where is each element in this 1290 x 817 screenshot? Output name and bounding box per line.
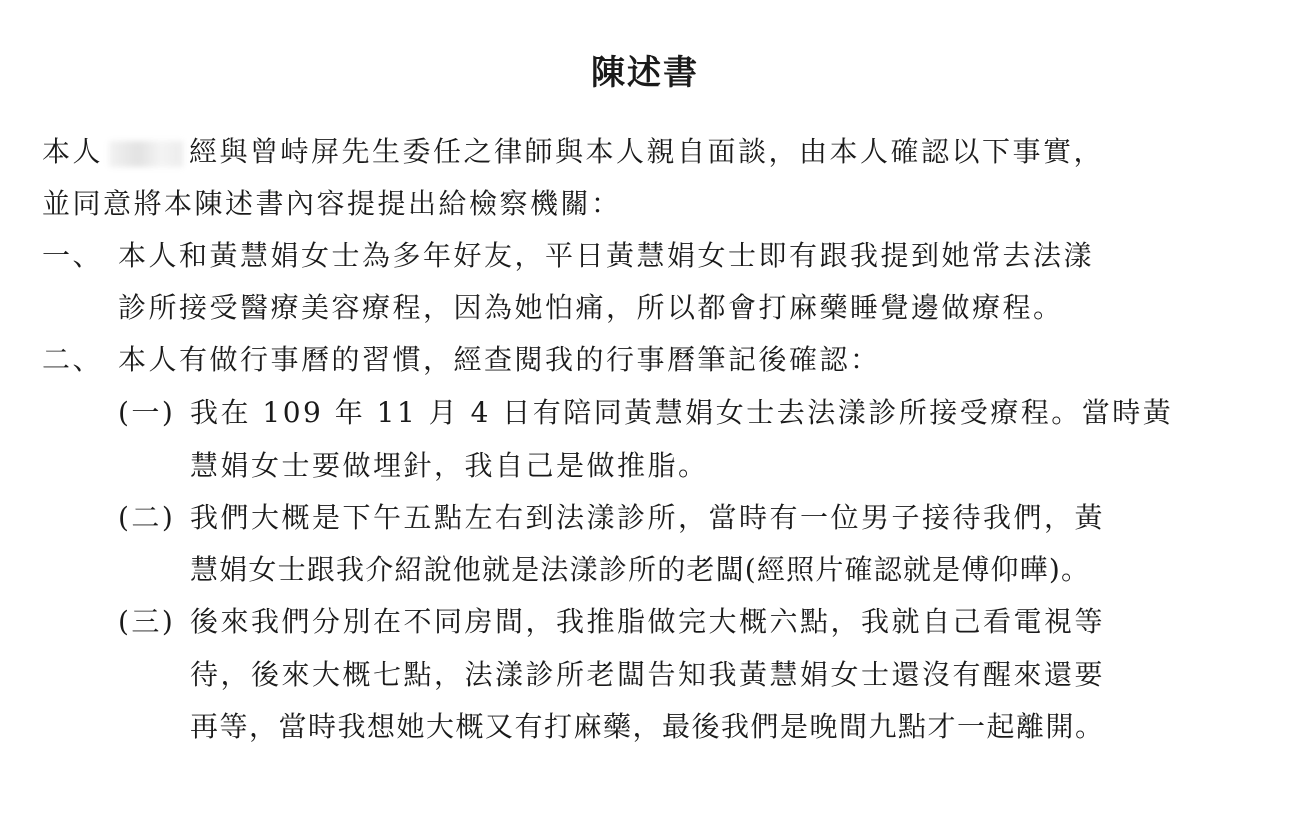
intro-line-2: 並同意將本陳述書內容提提出給檢察機關： [42,187,622,220]
subitem-1-marker: (一) [118,396,176,429]
redacted-name [109,141,183,167]
subitem-2-marker: (二) [118,501,176,534]
item-2-line-1: 本人有做行事曆的習慣，經查閱我的行事曆筆記後確認： [118,343,881,376]
intro-prefix: 本人 [42,135,104,168]
subitem-3-marker: (三) [118,605,176,638]
intro-line-1 [42,132,1104,172]
intro-line-1-text: 經與曾峙屏先生委任之律師與本人親自面談，由本人確認以下事實， [189,135,1105,168]
subitem-2-line-1: 我們大概是下午五點左右到法漾診所，當時有一位男子接待我們，黃 [190,501,1106,534]
item-1-marker: 一、 [42,239,104,272]
subitem-3-line-2: 待，後來大概七點，法漾診所老闆告知我黃慧娟女士還沒有醒來還要 [190,658,1106,691]
subitem-1-line-2: 慧娟女士要做埋針，我自己是做推脂。 [190,449,709,482]
subitem-1-line-1: 我在 109 年 11 月 4 日有陪同黃慧娟女士去法漾診所接受療程。當時黃 [190,396,1174,429]
item-2-marker: 二、 [42,343,104,376]
document-title: 陳述書 [591,53,699,93]
item-1-line-1: 本人和黃慧娟女士為多年好友，平日黃慧娟女士即有跟我提到她常去法漾 [118,239,1095,272]
item-1-line-2: 診所接受醫療美容療程，因為她怕痛，所以都會打麻藥睡覺邊做療程。 [118,291,1064,324]
subitem-3-line-3: 再等，當時我想她大概又有打麻藥，最後我們是晚間九點才一起離開。 [190,710,1105,743]
subitem-3-line-1: 後來我們分別在不同房間，我推脂做完大概六點，我就自己看電視等 [190,605,1106,638]
subitem-2-line-2: 慧娟女士跟我介紹說他就是法漾診所的老闆(經照片確認就是傅仰曄)。 [190,553,1091,586]
